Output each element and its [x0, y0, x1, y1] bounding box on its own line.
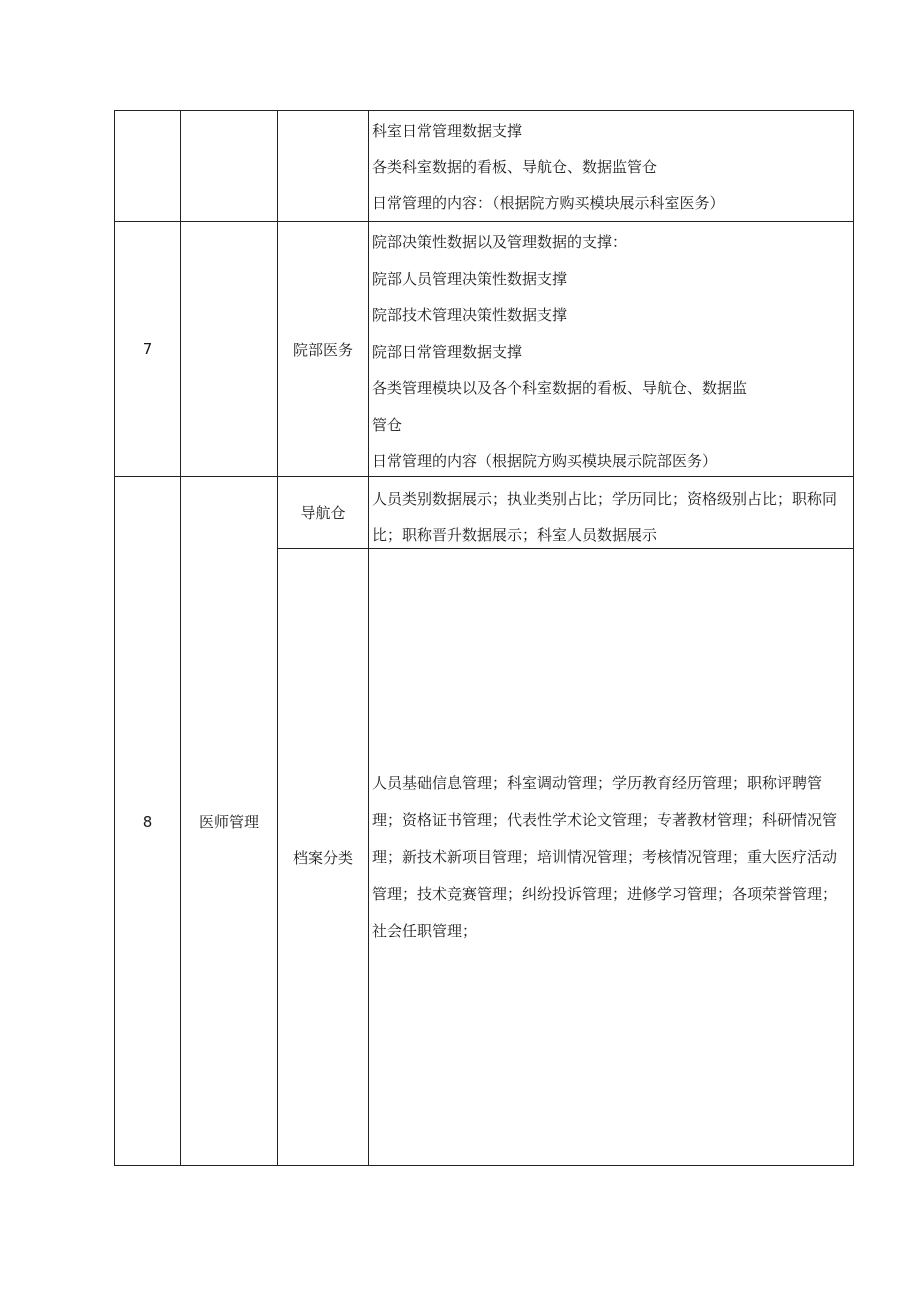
row-7-module-cell	[277, 221, 368, 476]
row-7-line-4: 院部日常管理数据支撑	[372, 342, 523, 361]
row-7-line-7: 日常管理的内容（根据院方购买模块展示院部医务）	[372, 452, 718, 470]
row-a-content-cell	[368, 110, 854, 221]
row-8-sub-2-content-cell	[368, 548, 854, 1166]
row-a-line-3: 日常管理的内容：（根据院方购买模块展示科室医务）	[372, 194, 725, 212]
row-8-number: 8	[142, 812, 153, 831]
row-7-line-6: 管仓	[372, 415, 403, 434]
row-7-line-2: 院部人员管理决策性数据支撑	[372, 269, 568, 288]
row-a-line-2: 各类科室数据的看板、导航仓、数据监管仓	[372, 158, 658, 176]
row-7-line-1: 院部决策性数据以及管理数据的支撑：	[372, 233, 628, 251]
row-7-line-5: 各类管理模块以及各个科室数据的看板、导航仓、数据监	[372, 379, 748, 397]
row-a-number-cell	[114, 110, 180, 221]
row-7-module: 院部医务	[292, 340, 353, 359]
row-7-number-cell	[114, 221, 180, 476]
row-8-sub-2-text: 人员基础信息管理；科室调动管理；学历教育经历管理；职称评聘管理；资格证书管理；代表性学术论文管理；专著教材管理；科研情况管理；新技术新项目管理；培训情况管理；考核情况管理；重大医疗活动管理；技术竞赛管理；纠纷投诉管理；进修学习管理；各项荣誉管理；社会任职管理；	[372, 774, 838, 940]
row-7-name-cell	[180, 221, 277, 476]
row-8-sub-2-module-cell	[277, 548, 368, 1166]
row-8-sub-1-text: 人员类别数据展示；执业类别占比；学历同比；资格级别占比；职称同比；职称晋升数据展示；科室人员数据展示	[372, 490, 838, 544]
row-8-name-cell	[180, 476, 277, 1166]
row-8-sub-1-content-cell	[368, 476, 854, 548]
row-8-sub-1-module-cell	[277, 476, 368, 548]
row-8-number-cell	[114, 476, 180, 1166]
row-a-line-1: 科室日常管理数据支撑	[372, 122, 523, 140]
row-a-name-cell	[180, 110, 277, 221]
row-7-content-cell	[368, 221, 854, 476]
row-8-sub-1-module: 导航仓	[300, 504, 346, 522]
row-7-number: 7	[142, 340, 153, 358]
row-7-line-3: 院部技术管理决策性数据支撑	[372, 306, 568, 324]
row-8-sub-2-module: 档案分类	[292, 849, 353, 867]
row-a-module-cell	[277, 110, 368, 221]
row-8-name: 医师管理	[198, 813, 259, 831]
